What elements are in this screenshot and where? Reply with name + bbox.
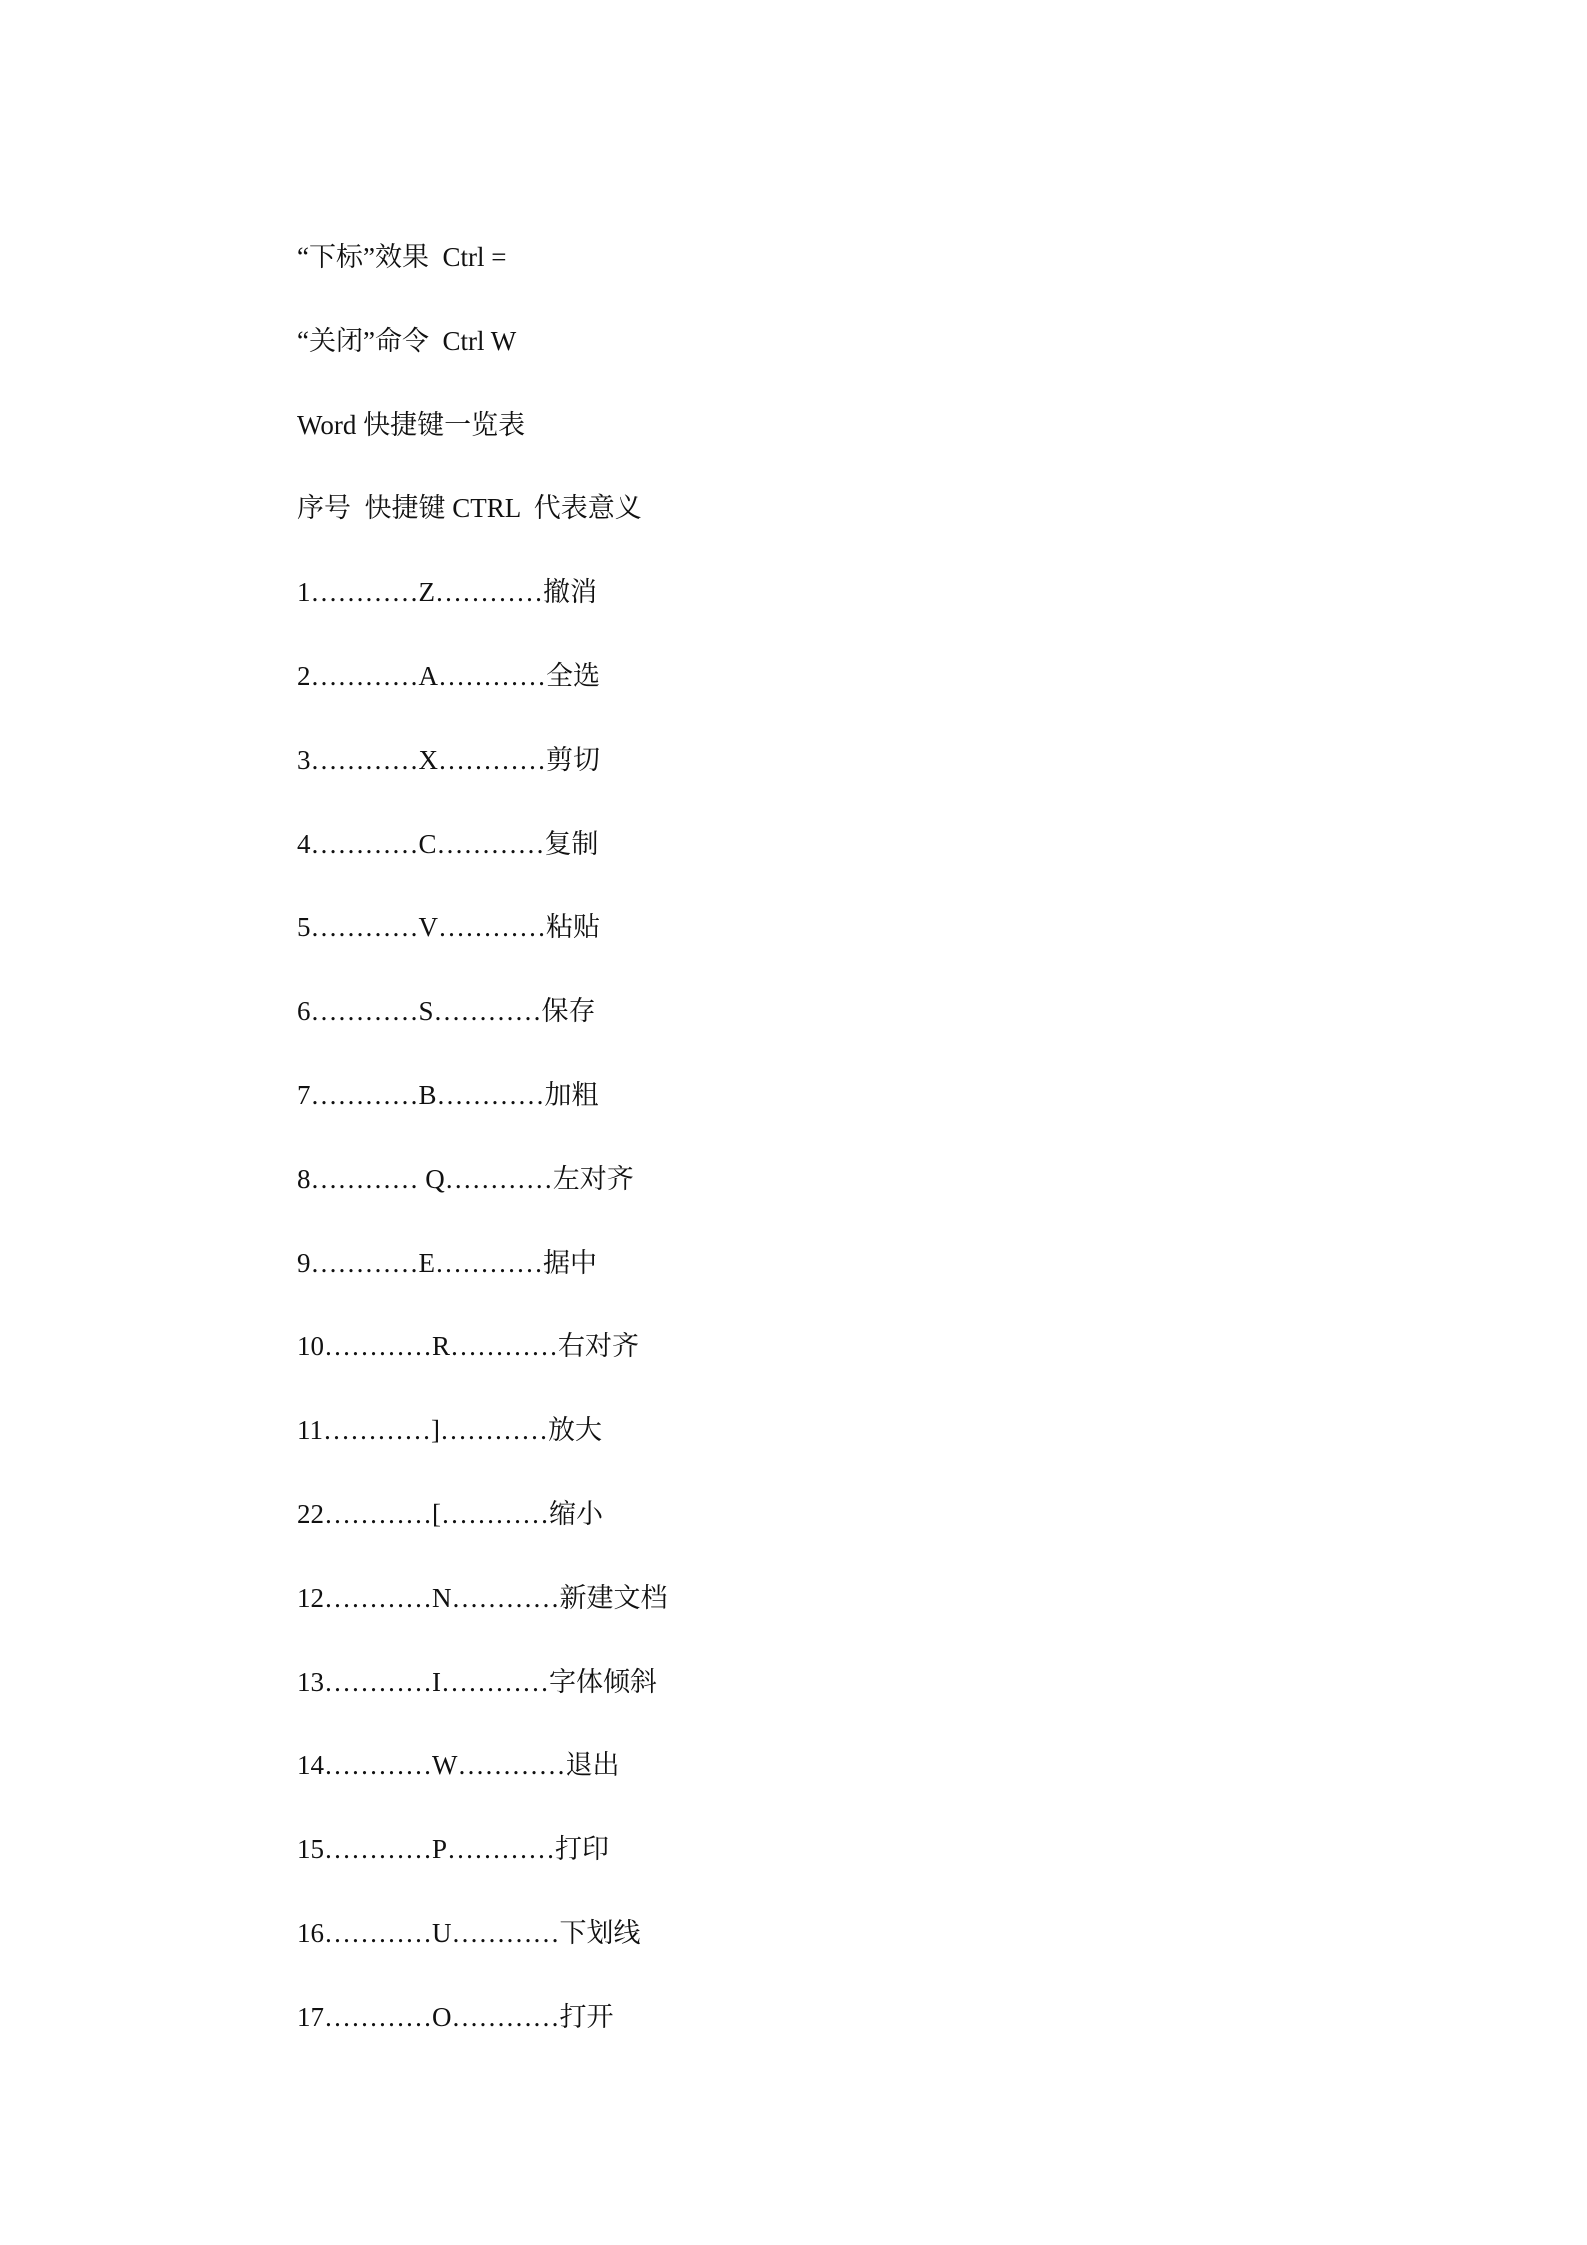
document-page (297, 237, 668, 2081)
shortcut-index: 11 (297, 1415, 323, 1446)
shortcut-meaning: 复制 (544, 828, 599, 859)
separator: ………… (435, 577, 543, 608)
shortcut-row (297, 1829, 668, 1913)
shortcut-meaning: 打开 (559, 2001, 614, 2032)
shortcut-row (297, 1326, 668, 1410)
shortcut-meaning: 加粗 (544, 1079, 599, 1110)
shortcut-index: 9 (297, 1247, 311, 1278)
separator: ………… (433, 996, 542, 1027)
separator: ………… (324, 1834, 432, 1865)
separator: ………… (450, 1331, 559, 1362)
separator: ………… (310, 912, 419, 943)
shortcut-index: 22 (297, 1498, 324, 1529)
separator: ………… (310, 1247, 419, 1278)
shortcut-meaning: 粘贴 (546, 912, 600, 943)
shortcut-key: S (418, 996, 434, 1027)
shortcut-key: Z (418, 577, 435, 608)
shortcut-row (297, 1075, 668, 1159)
shortcut-row (297, 1410, 668, 1494)
shortcut-key: N (432, 1582, 452, 1613)
separator: ………… (435, 1247, 543, 1278)
separator: ………… (324, 1750, 432, 1781)
shortcut-row (297, 1662, 668, 1746)
shortcut-key: C (418, 828, 437, 859)
shortcut-index: 8 (297, 1163, 311, 1194)
shortcut-meaning: 剪切 (546, 744, 600, 775)
document-title: Word 快捷键一览表 (297, 409, 526, 440)
separator: ………… (310, 660, 419, 691)
shortcut-row (297, 1243, 668, 1327)
shortcut-key: Q (418, 1163, 445, 1194)
shortcut-row (297, 824, 668, 908)
shortcut-meaning: 保存 (541, 996, 596, 1027)
shortcut-key: O (432, 2001, 452, 2032)
shortcut-meaning: 全选 (546, 660, 600, 691)
separator: ………… (310, 828, 419, 859)
shortcut-index: 16 (297, 1917, 324, 1948)
separator: ………… (451, 1582, 560, 1613)
separator: ………… (436, 828, 545, 859)
shortcut-key: [ (432, 1498, 441, 1529)
shortcut-key: A (418, 660, 438, 691)
shortcut-key: R (432, 1331, 451, 1362)
separator: ………… (451, 2001, 560, 2032)
separator: ………… (324, 2001, 432, 2032)
shortcut-row (297, 907, 668, 991)
shortcut-index: 5 (297, 912, 311, 943)
separator: ………… (310, 996, 419, 1027)
shortcut-meaning: 退出 (565, 1750, 620, 1781)
separator: ………… (457, 1750, 566, 1781)
shortcut-key: P (432, 1834, 448, 1865)
separator: ………… (324, 1331, 432, 1362)
shortcut-row (297, 1745, 668, 1829)
separator: ………… (441, 1666, 549, 1697)
shortcut-key: X (418, 744, 438, 775)
shortcut-row (297, 991, 668, 1075)
separator: ………… (438, 660, 546, 691)
shortcut-index: 1 (297, 577, 311, 608)
shortcut-row (297, 1578, 668, 1662)
separator: ………… (310, 1079, 419, 1110)
shortcut-index: 7 (297, 1079, 311, 1110)
shortcut-row (297, 740, 668, 824)
shortcut-meaning: 字体倾斜 (549, 1666, 657, 1697)
shortcut-row (297, 572, 668, 656)
shortcut-index: 2 (297, 660, 311, 691)
separator: ………… (436, 1079, 545, 1110)
shortcut-meaning: 据中 (543, 1247, 597, 1278)
shortcut-meaning: 撤消 (543, 577, 597, 608)
subscript-shortcut-line: “下标”效果 Ctrl = (297, 242, 507, 272)
header-key: 快捷键 CTRL (364, 493, 521, 524)
shortcut-row (297, 1997, 668, 2081)
shortcut-row (297, 1494, 668, 1578)
shortcut-index: 13 (297, 1666, 324, 1697)
shortcut-row (297, 656, 668, 740)
shortcut-index: 4 (297, 828, 311, 859)
separator: ………… (438, 744, 546, 775)
separator: ………… (440, 1415, 548, 1446)
shortcut-meaning: 放大 (548, 1415, 602, 1446)
separator: ………… (323, 1415, 431, 1446)
shortcut-key: B (418, 1079, 437, 1110)
shortcut-row (297, 1913, 668, 1997)
close-shortcut-line: “关闭”命令 Ctrl W (297, 325, 517, 356)
shortcut-index: 15 (297, 1834, 324, 1865)
shortcut-index: 12 (297, 1582, 324, 1613)
separator: ………… (310, 577, 419, 608)
shortcut-index: 3 (297, 744, 311, 775)
shortcut-index: 17 (297, 2001, 324, 2032)
separator: ………… (447, 1834, 556, 1865)
shortcut-meaning: 左对齐 (552, 1163, 634, 1194)
shortcut-meaning: 新建文档 (559, 1582, 668, 1613)
shortcut-key: ] (431, 1415, 440, 1446)
shortcut-key: U (432, 1917, 452, 1948)
separator: ………… (324, 1917, 432, 1948)
shortcut-key: I (432, 1666, 441, 1697)
separator: ………… (324, 1582, 432, 1613)
separator: ………… (444, 1163, 553, 1194)
shortcut-key: W (432, 1750, 458, 1781)
shortcut-key: E (418, 1247, 435, 1278)
shortcut-meaning: 下划线 (559, 1917, 641, 1948)
shortcut-index: 10 (297, 1331, 324, 1362)
header-meaning: 代表意义 (533, 493, 642, 524)
separator: ………… (441, 1498, 549, 1529)
shortcut-meaning: 缩小 (549, 1498, 603, 1529)
table-header (297, 488, 668, 572)
shortcut-index: 14 (297, 1750, 324, 1781)
separator: ………… (438, 912, 546, 943)
shortcut-meaning: 打印 (555, 1834, 610, 1865)
separator: ………… (324, 1498, 432, 1529)
header-index: 序号 (297, 493, 351, 524)
separator: ………… (324, 1666, 432, 1697)
shortcut-meaning: 右对齐 (558, 1331, 640, 1362)
shortcut-row (297, 1159, 668, 1243)
shortcut-key: V (418, 912, 438, 943)
separator: ………… (310, 1163, 419, 1194)
separator: ………… (310, 744, 419, 775)
shortcut-list (297, 572, 668, 2080)
shortcut-index: 6 (297, 996, 311, 1027)
separator: ………… (451, 1917, 560, 1948)
